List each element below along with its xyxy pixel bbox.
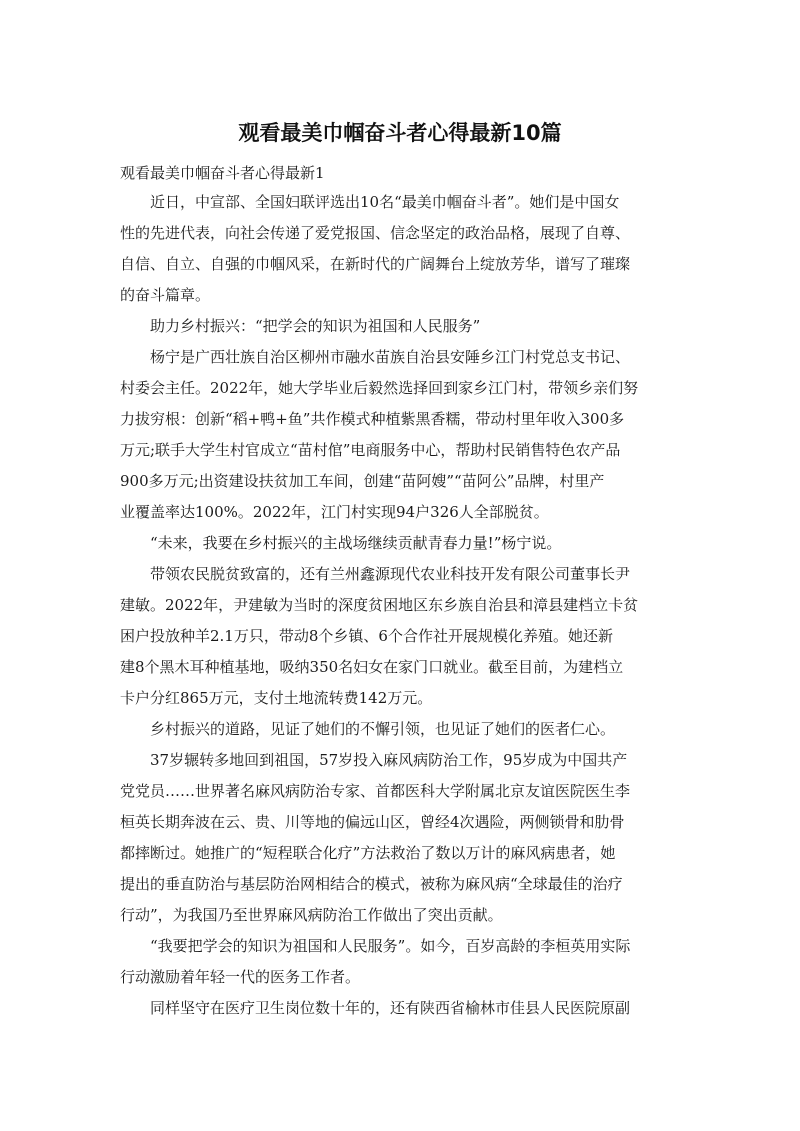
section-subtitle: 观看最美巾帼奋斗者心得最新1 bbox=[120, 164, 325, 182]
paragraph-line: 行动”，为我国乃至世界麻风病防治工作做出了突出贡献。 bbox=[120, 906, 503, 924]
paragraph-line: 困户投放种羊2.1万只，带动8个乡镇、6个合作社开展规模化养殖。她还新 bbox=[120, 627, 613, 645]
paragraph-line: 卡户分红865万元，支付土地流转费142万元。 bbox=[120, 689, 433, 707]
paragraph bbox=[120, 528, 680, 559]
paragraph-line: 村委会主任。2022年，她大学毕业后毅然选择回到家乡江门村，带领乡亲们努 bbox=[120, 379, 639, 397]
paragraph-line: 万元;联手大学生村官成立“苗村倌”电商服务中心，帮助村民销售特色农产品 bbox=[120, 441, 621, 459]
paragraph-line: 桓英长期奔波在云、贵、川等地的偏远山区，曾经4次遇险，两侧锁骨和肋骨 bbox=[120, 813, 625, 831]
paragraph bbox=[120, 993, 680, 1024]
paragraph-line: 乡村振兴的道路，见证了她们的不懈引领，也见证了她们的医者仁心。 bbox=[150, 720, 616, 738]
paragraph-line: 性的先进代表，向社会传递了爱党报国、信念坚定的政治品格，展现了自尊、 bbox=[120, 224, 631, 242]
paragraph-line: “我要把学会的知识为祖国和人民服务”。如今，百岁高龄的李桓英用实际 bbox=[150, 937, 631, 955]
paragraph bbox=[120, 342, 680, 528]
paragraph-line: “未来，我要在乡村振兴的主战场继续贡献青春力量!”杨宁说。 bbox=[150, 534, 562, 552]
paragraph-line: 业覆盖率达100%。2022年，江门村实现94户326人全部脱贫。 bbox=[120, 503, 549, 521]
paragraph-line: 都摔断过。她推广的“短程联合化疗”方法救治了数以万计的麻风病患者，她 bbox=[120, 844, 616, 862]
paragraph-line: 37岁辗转多地回到祖国，57岁投入麻风病防治工作，95岁成为中国共产 bbox=[150, 751, 628, 769]
paragraph-line: 建敏。2022年，尹建敏为当时的深度贫困地区东乡族自治县和漳县建档立卡贫 bbox=[120, 596, 639, 614]
paragraph bbox=[120, 931, 680, 993]
paragraph-line: 杨宁是广西壮族自治区柳州市融水苗族自治县安陲乡江门村党总支书记、 bbox=[150, 348, 631, 366]
paragraph bbox=[120, 559, 680, 714]
paragraph-line: 提出的垂直防治与基层防治网相结合的模式，被称为麻风病“全球最佳的治疗 bbox=[120, 875, 623, 893]
paragraph-line: 建8个黑木耳种植基地，吸纳350名妇女在家门口就业。截至目前，为建档立 bbox=[120, 658, 624, 676]
paragraph-line: 党党员……世界著名麻风病防治专家、首都医科大学附属北京友谊医院医生李 bbox=[120, 782, 631, 800]
paragraph-line: 900多万元;出资建设扶贫加工车间，创建“苗阿嫂”“苗阿公”品牌，村里产 bbox=[120, 472, 605, 490]
paragraph-line: 自信、自立、自强的巾帼风采，在新时代的广阔舞台上绽放芳华，谱写了璀璨 bbox=[120, 255, 631, 273]
paragraph-line: 行动激励着年轻一代的医务工作者。 bbox=[120, 968, 361, 986]
document-body bbox=[120, 187, 680, 1024]
document-title: 观看最美巾帼奋斗者心得最新10篇 bbox=[238, 121, 562, 145]
paragraph-line: 的奋斗篇章。 bbox=[120, 286, 211, 304]
paragraph bbox=[120, 714, 680, 745]
paragraph-line: 力拔穷根：创新“稻+鸭+鱼”共作模式种植紫黑香糯，带动村里年收入300多 bbox=[120, 410, 625, 428]
paragraph bbox=[120, 311, 680, 342]
paragraph-line: 助力乡村振兴：“把学会的知识为祖国和人民服务” bbox=[150, 317, 481, 335]
paragraph-line: 近日，中宣部、全国妇联评选出10名“最美巾帼奋斗者”。她们是中国女 bbox=[150, 193, 620, 211]
paragraph-line: 同样坚守在医疗卫生岗位数十年的，还有陕西省榆林市佳县人民医院原副 bbox=[150, 999, 631, 1017]
paragraph bbox=[120, 745, 680, 931]
paragraph-line: 带领农民脱贫致富的，还有兰州鑫源现代农业科技开发有限公司董事长尹 bbox=[150, 565, 631, 583]
paragraph bbox=[120, 187, 680, 311]
